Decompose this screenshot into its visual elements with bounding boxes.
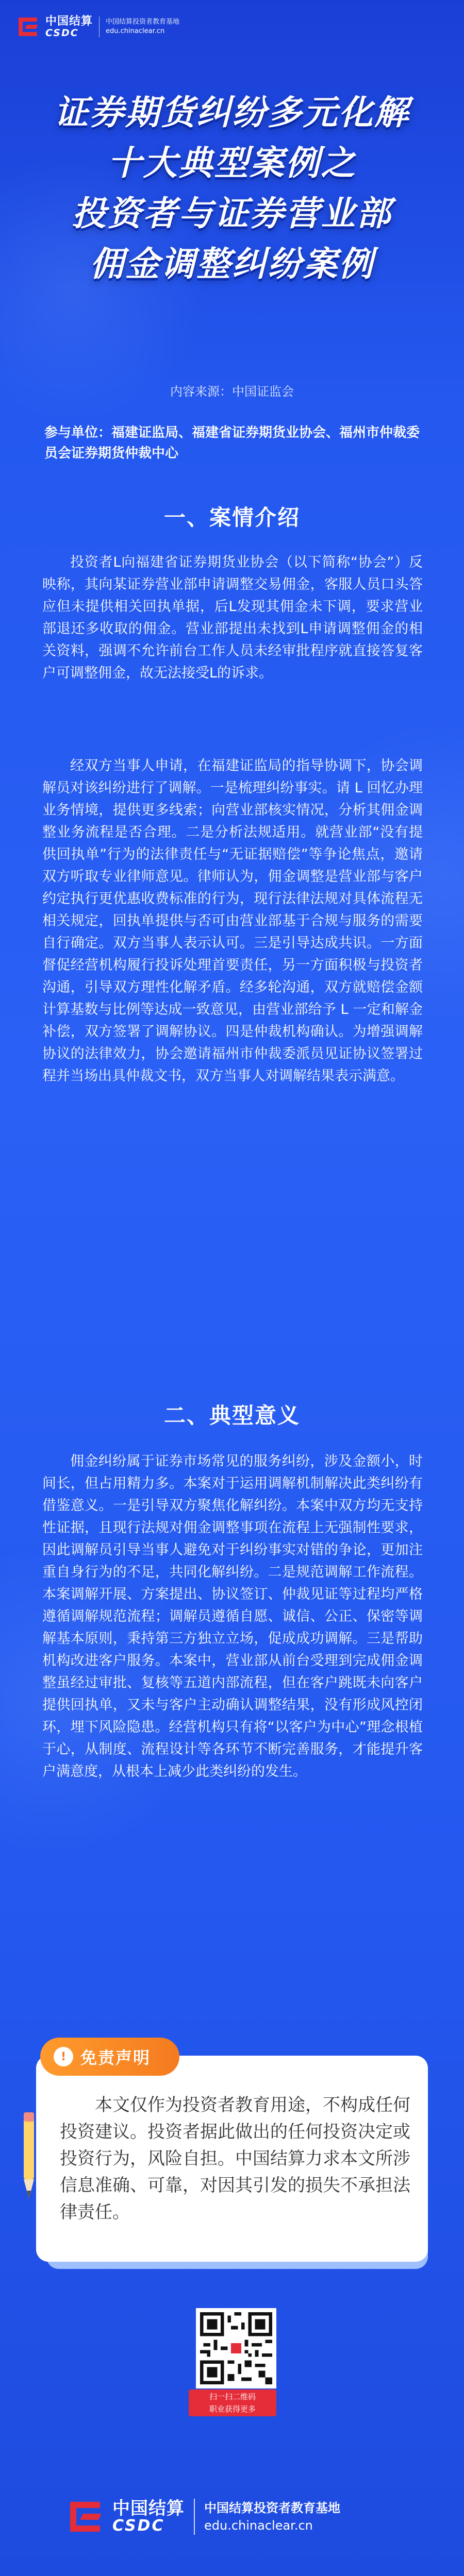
brand-name-cn: 中国结算	[45, 15, 93, 28]
site-url: edu.chinaclear.cn	[204, 2518, 313, 2533]
disclaimer-title: 免责声明	[80, 2048, 151, 2067]
participants: 参与单位：福建证监局、福建省证券期货业协会、福州市仲裁委员会证券期货仲裁中心	[44, 425, 420, 461]
csdc-logo-icon	[16, 15, 39, 38]
section-1-title: 一、案情介绍	[163, 505, 300, 530]
pencil-icon	[21, 2112, 37, 2200]
brand-name-en: CSDC	[112, 2517, 165, 2535]
section-1-paragraph: 投资者L向福建省证券期货业协会（以下简称“协会”）反映称，其向某证券营业部申请调整交易佣金，客服人员口头答应但未提供相关回执单据，后L发现其佣金未下调，要求营业部退还多收取的佣金。营业部提出未找到L申请调整佣金的相关资料，强调不允许前台工作人员未经审批程序就直接答复客户可调整佣金，故无法接受L的诉求。	[42, 554, 423, 681]
qr-code-icon	[200, 2312, 272, 2384]
divider	[99, 16, 100, 37]
section-1-paragraph: 经双方当事人申请，在福建证监局的指导协调下，协会调解员对该纠纷进行了调解。一是梳理纠纷事实。请 L 回忆办理业务情境，提供更多线索；向营业部核实情况，分析其佣金调整业务流程是否合理。二是分析法规适用。就营业部“没有提供回执单”行为的法律责任与“无证据赔偿”等争论焦点，邀请双方听取专业律师意见。律师认为，佣金调整是营业部与客户约定执行更优惠收费标准的行为，现行法律法规对具体流程无相关规定，回执单提供与否可由营业部基于合规与服务的需要自行确定。双方当事人表示认可。三是引导达成共识。一方面督促经营机构履行投诉处理首要责任，另一方面积极与投资者沟通，引导双方理性化解矛盾。经多轮沟通，双方就赔偿金额计算基数与比例等达成一致意见，由营业部给予 L 一定和解金补偿，双方签署了调解协议。四是仲裁机构确认。为增强调解协议的法律效力，协会邀请福州市仲裁委派员见证协议签署过程并当场出具仲裁文书，双方当事人对调解结果表示满意。	[42, 758, 423, 1084]
exclamation-icon: !	[54, 2047, 73, 2066]
disclaimer-badge	[40, 2038, 179, 2076]
brand-name-en: CSDC	[45, 27, 79, 39]
qr-label-line: 扫一扫二维码	[209, 2392, 256, 2401]
qr-label-line: 职业获得更多	[209, 2404, 256, 2414]
qr-label	[189, 2389, 276, 2416]
brand-name	[45, 15, 93, 38]
qr-code[interactable]	[196, 2308, 276, 2388]
section-2-paragraph: 佣金纠纷属于证券市场常见的服务纠纷，涉及金额小，时间长，但占用精力多。本案对于运用调解机制解决此类纠纷有借鉴意义。一是引导双方聚焦化解纠纷。本案中双方均无支持性证据，且现行法规对佣金调整事项在流程上无强制性要求，因此调解员引导当事人避免对于纠纷事实对错的争论，更加注重自身行为的不足，共同化解纠纷。二是规范调解工作流程。本案调解开展、方案提出、协议签订、仲裁见证等过程均严格遵循调解规范流程；调解员遵循自愿、诚信、公正、保密等调解基本原则，秉持第三方独立立场，促成成功调解。三是帮助机构改进客户服务。本案中，营业部从前台受理到完成佣金调整虽经过审批、复核等五道内部流程，但在客户跳既未向客户提供回执单，又未与客户主动确认调整结果，没有形成风控闭环，埋下风险隐患。经营机构只有将“以客户为中心”理念根植于心，从制度、流程设计等各环节不断完善服务，才能提升客户满意度，从根本上减少此类纠纷的发生。	[42, 1453, 423, 1780]
brand-name	[112, 2499, 185, 2534]
disclaimer-text: 本文仅作为投资者教育用途，不构成任何投资建议。投资者据此做出的任何投资决定或投资行为，风险自担。中国结算力求本文所涉信息准确、可靠，对因其引发的损失不承担法律责任。	[60, 2095, 410, 2223]
site-name: 中国结算投资者教育基地	[204, 2501, 340, 2515]
site-info	[204, 2499, 340, 2534]
content-source: 内容来源：中国证监会	[170, 384, 294, 399]
divider	[194, 2499, 195, 2535]
site-name: 中国结算投资者教育基地	[106, 18, 180, 26]
header-logo[interactable]	[16, 15, 179, 38]
title-line: 投资者与证券营业部	[72, 194, 392, 233]
page-title	[0, 88, 464, 290]
title-line: 十大典型案例之	[107, 143, 357, 183]
site-info	[106, 18, 179, 36]
section-2-title: 二、典型意义	[163, 1403, 300, 1428]
title-line: 佣金调整纠纷案例	[90, 244, 374, 284]
title-line: 证券期货纠纷多元化解	[54, 93, 410, 132]
csdc-logo-icon	[67, 2499, 103, 2535]
site-url: edu.chinaclear.cn	[106, 27, 165, 35]
footer-logo[interactable]	[67, 2499, 340, 2535]
brand-name-cn: 中国结算	[112, 2498, 185, 2519]
